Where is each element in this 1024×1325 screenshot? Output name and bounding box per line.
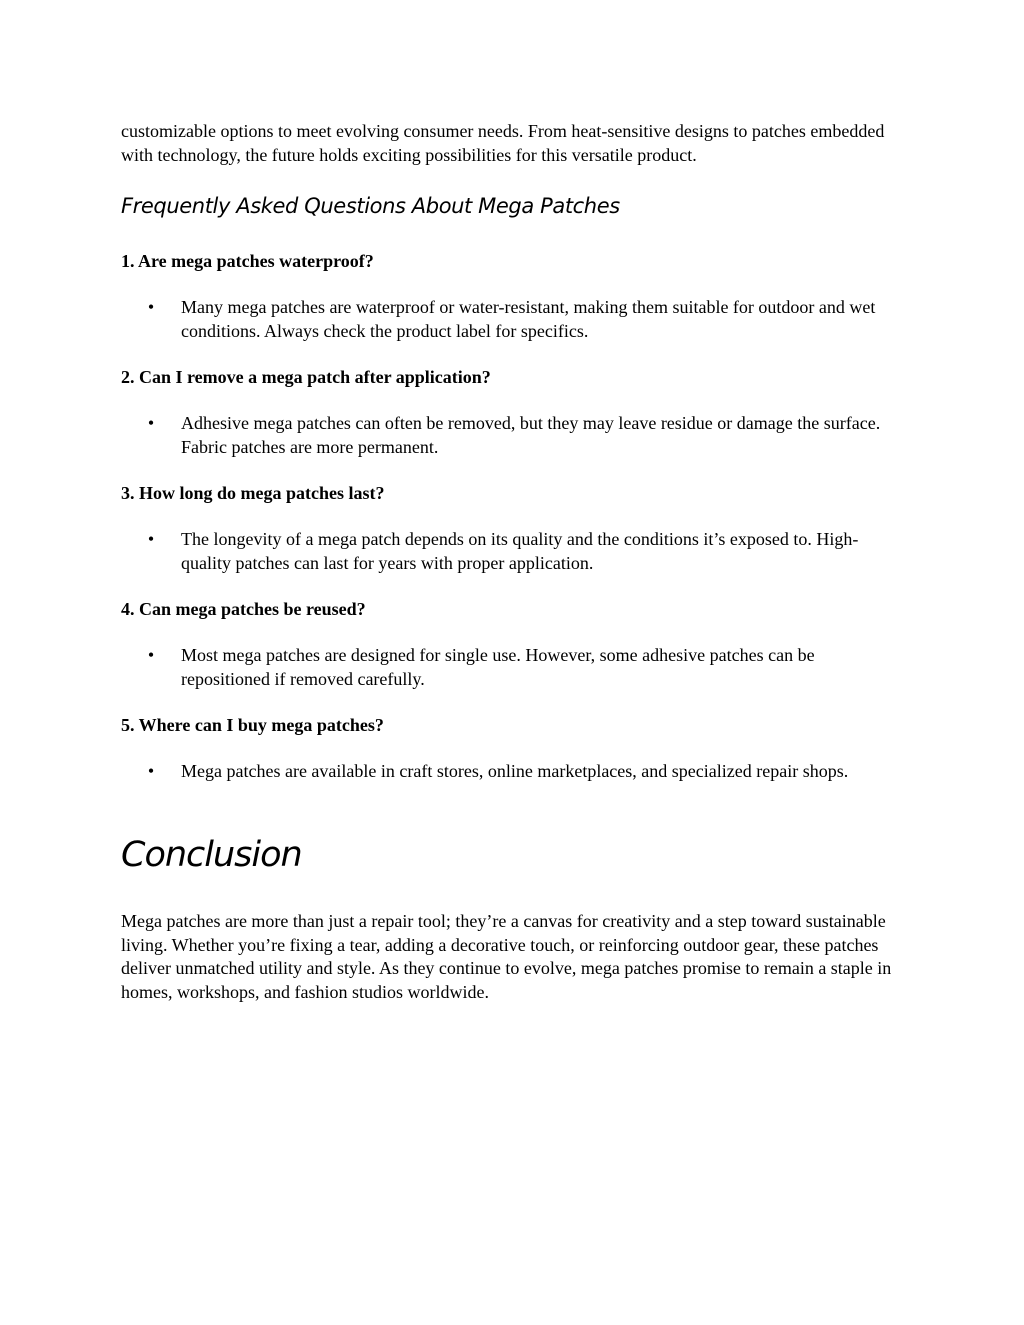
faq-answer-text-1: Many mega patches are waterproof or water-resistant, making them suitable for outdoor and wet conditions. Always check the product label for specifics. xyxy=(181,297,876,341)
faq-question-2: 2. Can I remove a mega patch after application? xyxy=(121,367,491,387)
bullet-icon: • xyxy=(147,413,155,433)
faq-answer-5 xyxy=(145,760,905,784)
faq-question-3: 3. How long do mega patches last? xyxy=(121,483,385,503)
faq-answer-3 xyxy=(145,528,905,575)
conclusion-heading: Conclusion xyxy=(121,835,302,875)
faq-question-1: 1. Are mega patches waterproof? xyxy=(121,251,374,271)
faq-answer-text-3: The longevity of a mega patch depends on its quality and the conditions it’s exposed to. High-quality patches can last for years with proper application. xyxy=(181,529,859,573)
faq-heading: Frequently Asked Questions About Mega Patches xyxy=(121,194,620,218)
faq-answer-text-2: Adhesive mega patches can often be removed, but they may leave residue or damage the surface. Fabric patches are more permanent. xyxy=(181,413,881,457)
faq-answer-4 xyxy=(145,644,905,691)
bullet-icon: • xyxy=(147,297,155,317)
intro-paragraph: customizable options to meet evolving consumer needs. From heat-sensitive designs to patches embedded with technology, the future holds exciting possibilities for this versatile product. xyxy=(121,121,885,165)
faq-answer-list-1 xyxy=(145,296,905,343)
conclusion-paragraph: Mega patches are more than just a repair tool; they’re a canvas for creativity and a step toward sustainable living. Whether you’re fixing a tear, adding a decorative touch, or reinforcing outdoor gear, these patches deliver unmatched utility and style. As they continue to evolve, mega patches promise to remain a staple in homes, workshops, and fashion studios worldwide. xyxy=(121,911,892,1002)
faq-question-5: 5. Where can I buy mega patches? xyxy=(121,715,384,735)
faq-answer-list-2 xyxy=(145,412,905,459)
faq-answer-list-3 xyxy=(145,528,905,575)
faq-question-4: 4. Can mega patches be reused? xyxy=(121,599,366,619)
bullet-icon: • xyxy=(147,529,155,549)
faq-answer-list-5 xyxy=(145,760,905,784)
faq-answer-text-5: Mega patches are available in craft stores, online marketplaces, and specialized repair shops. xyxy=(181,761,849,781)
faq-answer-1 xyxy=(145,296,905,343)
faq-answer-2 xyxy=(145,412,905,459)
faq-answer-list-4 xyxy=(145,644,905,691)
faq-answer-text-4: Most mega patches are designed for single use. However, some adhesive patches can be repositioned if removed carefully. xyxy=(181,645,815,689)
bullet-icon: • xyxy=(147,645,155,665)
bullet-icon: • xyxy=(147,761,155,781)
